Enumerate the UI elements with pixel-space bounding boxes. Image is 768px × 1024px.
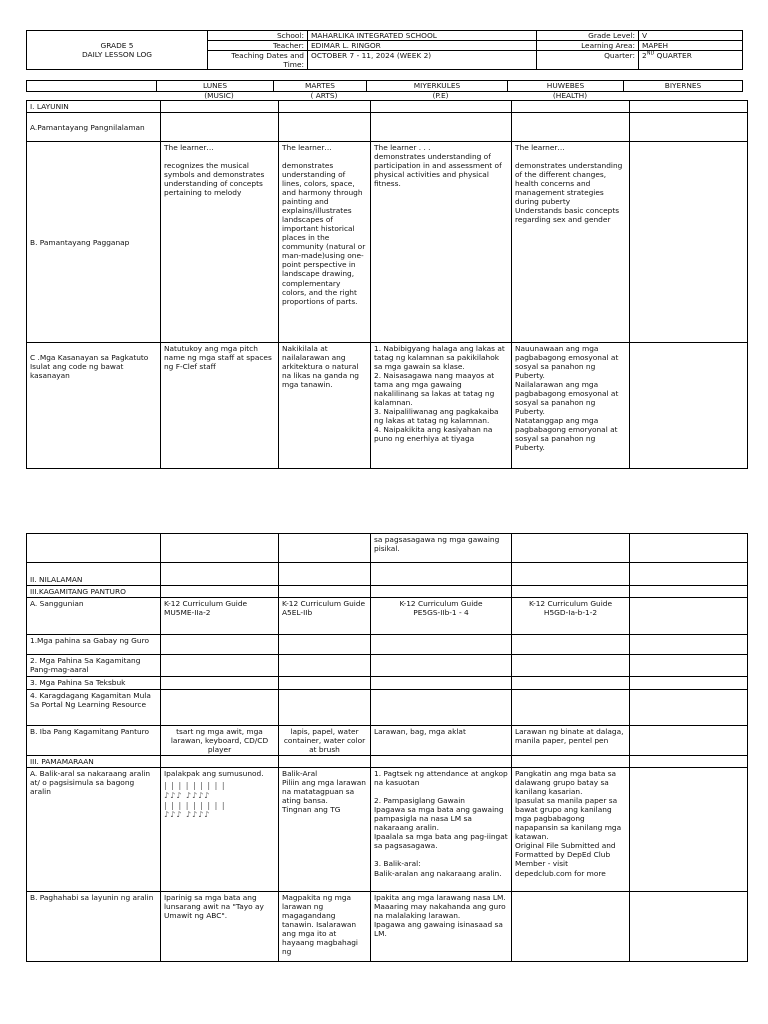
row-nilalaman [27, 563, 748, 586]
row-portal [27, 690, 748, 726]
rhythm-notes-figure [164, 781, 275, 820]
day-biyernes: BIYERNES [624, 81, 743, 92]
row-kagamitang-panturo [27, 586, 748, 598]
row-kasanayan [27, 343, 748, 469]
kagamitan-arts: lapis, papel, water container, water color at brush [279, 726, 371, 756]
kagamitang-panturo-label: III.KAGAMITANG PANTURO [27, 586, 161, 598]
day-lunes: LUNES [157, 81, 274, 92]
dates-value: OCTOBER 7 - 11, 2024 (WEEK 2) [308, 51, 537, 70]
school-value: MAHARLIKA INTEGRATED SCHOOL [308, 31, 537, 41]
kasanayan-arts: Nakikilala at nailalarawan ang arkitektura o natural na likas na ganda ng mga tanawin. [279, 343, 371, 469]
lesson-log-table-page1 [26, 100, 748, 469]
teksbuk-label: 3. Mga Pahina Sa Teksbuk [27, 677, 161, 690]
row-pamantayang-pangnilalaman [27, 113, 748, 142]
subjects-header [26, 91, 747, 100]
row-teksbuk [27, 677, 748, 690]
kasanayan-health: Nauunawaan ang mga pagbabagong emosyonal at sosyal sa panahon ng Puberty. Nailalarawan ang mga pagbabagong emosyonal at sosyal sa panahon ng Puberty. Natatanggap ang mga pagbabagong emoryonal at sosyal sa panahon ng Puberty. [512, 343, 630, 469]
gabay-guro-label: 1.Mga pahina sa Gabay ng Guro [27, 635, 161, 655]
row-paghahabi [27, 892, 748, 962]
quarter-text: QUARTER [654, 51, 692, 61]
subjects-blank [26, 91, 160, 100]
day-martes: MARTES [274, 81, 367, 92]
sanggunian-arts: K-12 Curriculum Guide A5EL-IIb [279, 598, 371, 635]
lesson-log-table-page2 [26, 533, 748, 962]
kasanayan-label: C .Mga Kasanayan sa Pagkatuto Isulat ang code ng bawat kasanayan [27, 343, 161, 469]
balik-aral-label: A. Balik-aral sa nakaraang aralin at/ o pagsisimula sa bagong aralin [27, 768, 161, 892]
row-layunin [27, 101, 748, 113]
rhythm-notes-row3: | | | | | | | | | [164, 800, 226, 810]
pamamaraan-label: III. PAMAMARAAN [27, 756, 161, 768]
pagganap-arts: The learner… demonstrates understanding of lines, colors, space, and harmony through painting and explains/illustrates landscapes of important historical places in the community (natural or man-made)using one-point perspective in landscape drawing, complementary colors, and the right proportions of parts. [279, 142, 371, 343]
subject-arts: ( ARTS) [310, 91, 338, 100]
subject-health: (HEALTH) [552, 91, 588, 100]
quarter-label: Quarter: [537, 51, 639, 70]
subject-biyernes [629, 91, 747, 100]
learning-area-value: MAPEH [639, 41, 743, 51]
sanggunian-health: K-12 Curriculum Guide H5GD-Ia-b-1-2 [512, 598, 630, 635]
balik-aral-music-cell [161, 768, 279, 892]
day-miyerkules: MIYERKULES [367, 81, 508, 92]
kasanayan-pe: 1. Nabibigyang halaga ang lakas at tatag ng kalamnan sa pakikilahok sa mga gawain sa klase. 2. Naisasagawa nang maayos at tama ang mga gawaing nakalilinang sa lakas at tatag ng kalamnan. 3. Naipaliliwanag ang pagkakaiba ng lakas at tatag ng kalamnan. 4. Naipakikita ang kasiyahan na puno ng enerhiya at tiyaga [371, 343, 512, 469]
paghahabi-label: B. Paghahabi sa layunin ng aralin [27, 892, 161, 962]
pangnilalaman-label: A.Pamantayang Pangnilalaman [27, 113, 161, 142]
grade-level-value: V [639, 31, 743, 41]
balik-aral-health: Pangkatin ang mga bata sa dalawang grupo batay sa kanilang kasarian. Ipasulat sa manila paper sa bawat grupo ang kanilang mga pagbabagong napapansin sa kanilang mga katawan. Original File Submitted and Formatted by DepEd Club Member - visit depedclub.com for more [512, 768, 630, 892]
balik-aral-arts: Balik-Aral Piliin ang mga larawan na matatagpuan sa ating bansa. Tingnan ang TG [279, 768, 371, 892]
paghahabi-music: Iparinig sa mga bata ang lunsarang awit na "Tayo ay Umawit ng ABC". [161, 892, 279, 962]
layunin-label: I. LAYUNIN [27, 101, 161, 113]
subject-music: (MUSIC) [204, 91, 234, 100]
nilalaman-label: II. NILALAMAN [27, 563, 161, 586]
portal-label: 4. Karagdagang Kagamitan Mula Sa Portal Ng Learning Resource [27, 690, 161, 726]
quarter-suffix: ND [646, 50, 655, 57]
iba-pang-kagamitan-label: B. Iba Pang Kagamitang Panturo [27, 726, 161, 756]
grade-title-cell [27, 31, 208, 70]
paghahabi-health [512, 892, 630, 962]
grade-title: GRADE 5 [100, 41, 134, 51]
log-title: DAILY LESSON LOG [81, 50, 153, 60]
row-gabay-guro [27, 635, 748, 655]
paghahabi-arts: Magpakita ng mga larawan ng magagandang tanawin. Isalarawan ang mga ito at hayaang magbahagi ng [279, 892, 371, 962]
learning-area-label: Learning Area: [537, 41, 639, 51]
row-pamantayang-pagganap [27, 142, 748, 343]
pagganap-health: The learner… demonstrates understanding of the different changes, health concerns and management strategies during puberty Understands basic concepts regarding sex and gender [512, 142, 630, 343]
row-sanggunian [27, 598, 748, 635]
pagganap-pe: The learner . . . demonstrates understanding of participation in and assessment of physical activities and physical fitness. [371, 142, 512, 343]
row-balik-aral [27, 768, 748, 892]
quarter-number: 2 [642, 51, 647, 61]
balik-aral-music: Ipalakpak ang sumusunod. [164, 769, 264, 779]
paghahabi-pe: Ipakita ang mga larawang nasa LM. Maaaring may nakahanda ang guro na malalaking larawan. Ipagawa ang gawaing isinasaad sa LM. [371, 892, 512, 962]
quarter-value [639, 51, 743, 70]
kagamitan-health: Larawan ng binate at dalaga, manila paper, pentel pen [512, 726, 630, 756]
dates-label: Teaching Dates and Time: [208, 51, 308, 70]
rhythm-notes-row2: ♪♪♪ ♪♪♪♪ [164, 790, 211, 800]
kagamitang-mag-aaral-label: 2. Mga Pahina Sa Kagamitang Pang-mag-aaral [27, 655, 161, 677]
kasanayan-music: Natutukoy ang mga pitch name ng mga staff at spaces ng F-Clef staff [161, 343, 279, 469]
row-iba-pang-kagamitan [27, 726, 748, 756]
rhythm-notes-row4: ♪♪♪ ♪♪♪♪ [164, 810, 211, 820]
balik-aral-pe: 1. Pagtsek ng attendance at angkop na kasuotan 2. Pampasiglang Gawain Ipagawa sa mga bata ang gawaing pampasigla na nasa LM sa nakaraang aralin. Ipaalala sa mga bata ang pag-iingat sa pagsasagawa. 3. Balik-aral: Balik-aralan ang nakaraang aralin. [371, 768, 512, 892]
pagganap-label: B. Pamantayang Pagganap [27, 142, 161, 343]
sanggunian-pe: K-12 Curriculum Guide PE5GS-IIb-1 - 4 [371, 598, 512, 635]
grade-level-label: Grade Level: [537, 31, 639, 41]
kagamitan-music: tsart ng mga awit, mga larawan, keyboard, CD/CD player [161, 726, 279, 756]
kagamitan-pe: Larawan, bag, mga aklat [371, 726, 512, 756]
kasanayan-pe-continued: sa pagsasagawa ng mga gawaing pisikal. [371, 534, 512, 563]
days-blank [27, 81, 157, 92]
row-kagamitang-mag-aaral [27, 655, 748, 677]
rhythm-notes-row1: | | | | | | | | | [164, 781, 226, 791]
subject-pe: (P.E) [432, 91, 449, 100]
header-table [26, 30, 743, 70]
pagganap-music: The learner… recognizes the musical symbols and demonstrates understanding of concepts pertaining to melody [161, 142, 279, 343]
row-kasanayan-continued [27, 534, 748, 563]
teacher-value: EDIMAR L. RINGOR [308, 41, 537, 51]
teacher-label: Teacher: [208, 41, 308, 51]
day-huwebes: HUWEBES [508, 81, 624, 92]
school-label: School: [208, 31, 308, 41]
sanggunian-music: K-12 Curriculum Guide MU5ME-IIa-2 [161, 598, 279, 635]
sanggunian-label: A. Sanggunian [27, 598, 161, 635]
row-pamamaraan [27, 756, 748, 768]
